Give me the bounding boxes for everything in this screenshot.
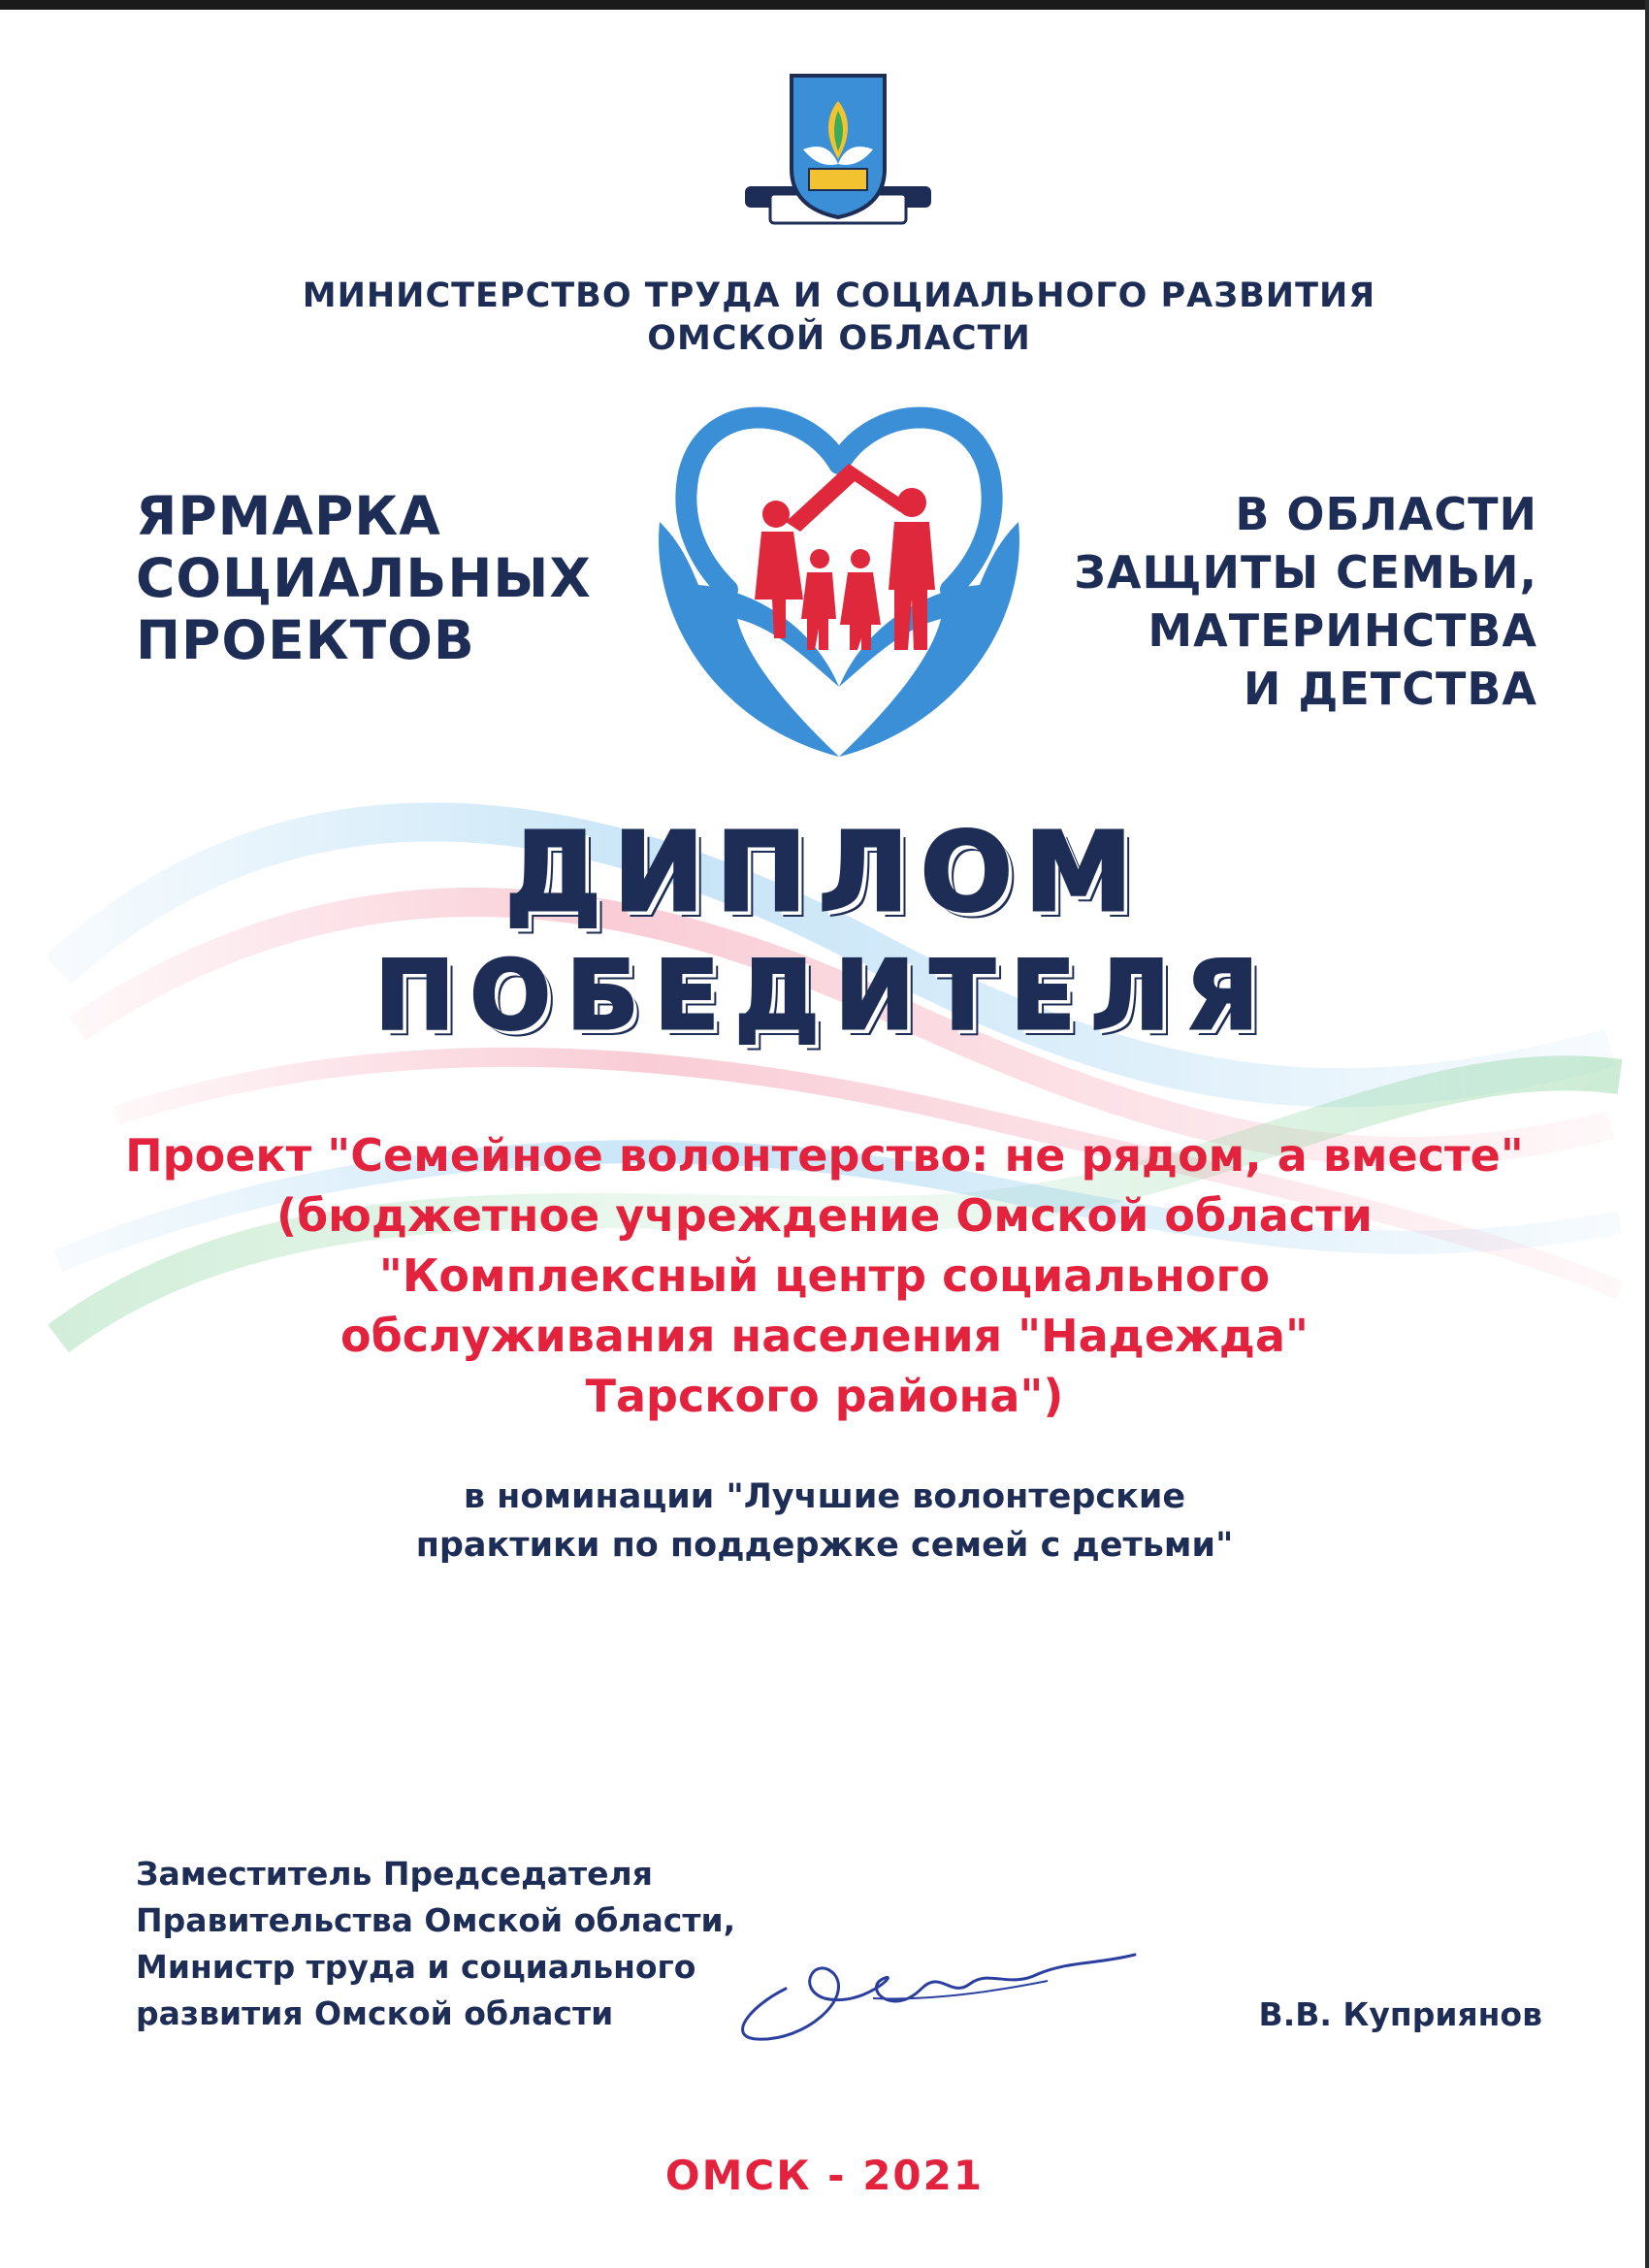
ministry-line-2: ОМСКОЙ ОБЛАСТИ	[647, 319, 1031, 358]
project-line-2: (бюджетное учреждение Омской области	[276, 1189, 1373, 1242]
project-line-5: Тарского района")	[585, 1370, 1064, 1422]
event-left-line-2: СОЦИАЛЬНЫХ	[136, 547, 592, 609]
event-right-line-4: И ДЕТСТВА	[1243, 663, 1537, 715]
ministry-line-1: МИНИСТЕРСТВО ТРУДА И СОЦИАЛЬНОГО РАЗВИТИЯ	[302, 276, 1376, 315]
signer-name: В.В. Куприянов	[1258, 1995, 1542, 2033]
project-line-1: Проект "Семейное волонтерство: не рядом, а вместе"	[125, 1129, 1524, 1182]
nomination-text	[291, 1473, 1358, 1570]
event-left-line-1: ЯРМАРКА	[136, 485, 441, 547]
nomination-line-2: практики по поддержке семей с детьми"	[415, 1526, 1234, 1565]
signer-position	[136, 1851, 795, 2037]
event-left-line-3: ПРОЕКТОВ	[136, 609, 475, 671]
diploma-title-line-1: ДИПЛОМ	[504, 810, 1145, 936]
ministry-title	[291, 275, 1387, 360]
event-title-right	[1009, 485, 1537, 718]
nomination-line-1: в номинации "Лучшие волонтерские	[463, 1477, 1186, 1516]
diploma-title-line-2: ПОБЕДИТЕЛЯ	[374, 941, 1275, 1052]
event-right-line-2: ЗАЩИТЫ СЕМЬИ,	[1074, 546, 1537, 599]
signer-line-1: Заместитель Председателя	[136, 1855, 653, 1893]
event-right-line-3: МАТЕРИНСТВА	[1148, 604, 1537, 657]
handwritten-signature-icon	[718, 1930, 1145, 2057]
coat-of-arms-icon	[741, 72, 935, 237]
signer-line-4: развития Омской области	[136, 1994, 614, 2032]
scan-edge-top	[0, 0, 1649, 10]
project-description	[97, 1125, 1552, 1426]
family-heart-hands-icon	[640, 396, 1038, 760]
footer-place-year: ОМСК - 2021	[664, 2152, 985, 2199]
signer-line-3: Министр труда и социального	[136, 1948, 696, 1986]
event-right-line-1: В ОБЛАСТИ	[1235, 488, 1537, 540]
project-line-4: обслуживания населения "Надежда"	[340, 1310, 1309, 1362]
event-title-left	[136, 485, 592, 671]
project-line-3: "Комплексный центр социального	[378, 1249, 1271, 1302]
scan-edge-right	[1645, 0, 1649, 2268]
signer-line-2: Правительства Омской области,	[136, 1901, 736, 1939]
